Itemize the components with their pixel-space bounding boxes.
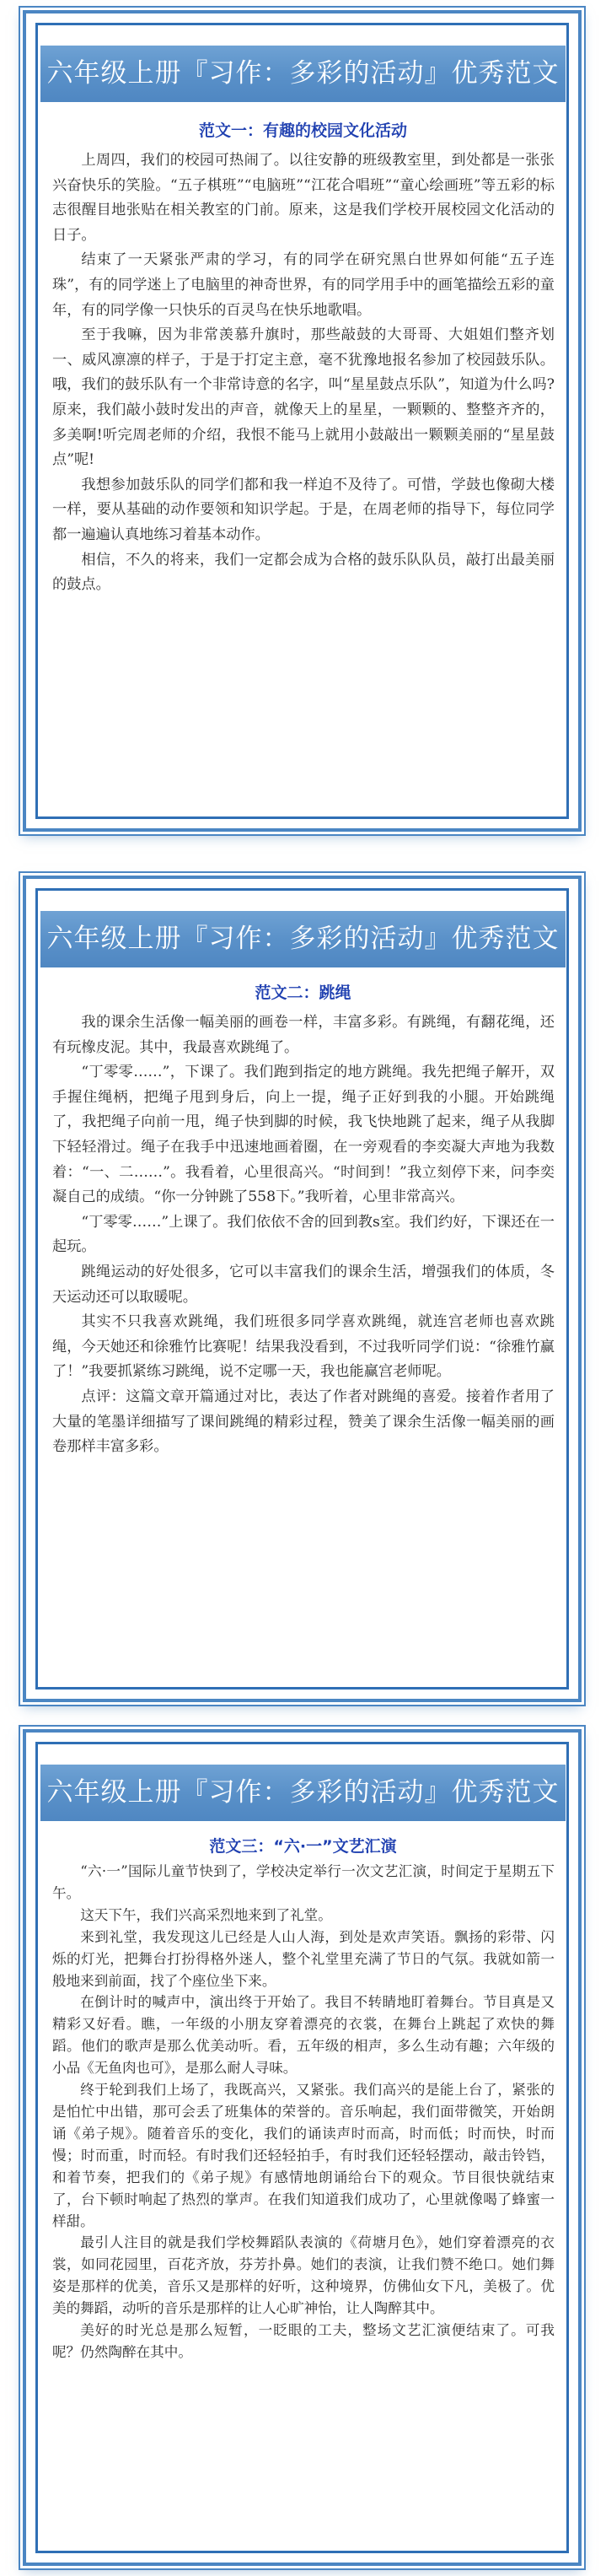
article-body-3 [52, 1861, 555, 2363]
article-banner-1: 六年级上册『习作：多彩的活动』优秀范文 [40, 46, 566, 102]
paragraph: 点评：这篇文章开篇通过对比，表达了作者对跳绳的喜爱。接着作者用了大量的笔墨详细描写了课间跳绳的精彩过程，赞美了课余生活像一幅美丽的画卷那样丰富多彩。 [52, 1388, 555, 1456]
paragraph: 我的课余生活像一幅美丽的画卷一样，丰富多彩。有跳绳，有翻花绳，还有玩橡皮泥。其中，我最喜欢跳绳了。 [52, 1014, 555, 1056]
paragraph: 来到礼堂，我发现这儿已经是人山人海，到处是欢声笑语。飘扬的彩带、闪烁的灯光，把舞台打扮得格外迷人，整个礼堂里充满了节日的气氛。我就如箭一般地来到前面，找了个座位坐下来。 [52, 1928, 555, 1989]
article-banner-3: 六年级上册『习作：多彩的活动』优秀范文 [40, 1765, 566, 1821]
paragraph: 至于我嘛，因为非常羡慕升旗时，那些敲鼓的大哥哥、大姐姐们整齐划一、威风凛凛的样子，于是于打定主意，毫不犹豫地报名参加了校园鼓乐队。哦，我们的鼓乐队有一个非常诗意的名字，叫“星星鼓点乐队”，知道为什么吗?原来，我们敲小鼓时发出的声音，就像天上的星星，一颗颗的、整整齐齐的，多美啊!听完周老师的介绍，我恨不能马上就用小鼓敲出一颗颗美丽的“星星鼓点”呢! [52, 326, 555, 469]
article-subtitle-3: 范文三：“六·一”文艺汇演 [209, 1837, 397, 1856]
paragraph: 在倒计时的喊声中，演出终于开始了。我目不转睛地盯着舞台。节目真是又精彩又好看。瞧，一年级的小朋友穿着漂亮的衣裳，在舞台上跳起了欢快的舞蹈。他们的歌声是那么优美动听。看，五年级的相声，多么生动有趣；六年级的小品《无鱼肉也可》，是那么耐人寻味。 [52, 1994, 555, 2077]
paragraph: 我想参加鼓乐队的同学们都和我一样迫不及待了。可惜，学鼓也像砌大楼一样，要从基础的动作要领和知识学起。于是，在周老师的指导下，每位同学都一遍遍认真地练习着基本动作。 [52, 476, 555, 543]
paragraph: 跳绳运动的好处很多，它可以丰富我们的课余生活，增强我们的体质，冬天运动还可以取暖呢。 [52, 1263, 555, 1306]
article-body-1 [52, 148, 555, 598]
article-subtitle-1: 范文一：有趣的校园文化活动 [198, 121, 407, 140]
paragraph: 上周四，我们的校园可热闹了。以往安静的班级教室里，到处都是一张张兴奋快乐的笑脸。“五子棋班”“电脑班”“江花合唱班”“童心绘画班”等五彩的标志很醒目地张贴在相关教室的门前。原来，这是我们学校开展校园文化活动的日子。 [52, 152, 555, 244]
paragraph: 终于轮到我们上场了，我既高兴，又紧张。我们高兴的是能上台了，紧张的是怕忙中出错，那可会丢了班集体的荣誉的。音乐响起，我们面带微笑，开始朗诵《弟子规》。随着音乐的变化，我们的诵读声时而高，时而低；时而快，时而慢；时而重，时而轻。有时我们还轻轻拍手，有时我们还轻轻摆动，敲击铃铛，和着节奏，把我们的《弟子规》有感情地朗诵给台下的观众。节目很快就结束了，台下顿时响起了热烈的掌声。在我们知道我们成功了，心里就像喝了蜂蜜一样甜。 [52, 2082, 555, 2229]
article-subtitle-2: 范文二：跳绳 [255, 984, 351, 1002]
article-body-2 [52, 1010, 555, 1460]
paragraph: 其实不只我喜欢跳绳，我们班很多同学喜欢跳绳，就连宫老师也喜欢跳绳，今天她还和徐雅竹比赛呢！结果我没看到，不过我听同学们说：“徐雅竹赢了！”我要抓紧练习跳绳，说不定哪一天，我也能赢宫老师呢。 [52, 1313, 555, 1381]
article-banner-2: 六年级上册『习作：多彩的活动』优秀范文 [40, 911, 566, 967]
paragraph: 美好的时光总是那么短暂，一眨眼的工夫，整场文艺汇演便结束了。可我呢？仍然陶醉在其中。 [52, 2322, 555, 2360]
paragraph: “丁零零……”上课了。我们依依不舍的回到教s室。我们约好，下课还在一起玩。 [52, 1213, 555, 1256]
paragraph: “六·一”国际儿童节快到了，学校决定举行一次文艺汇演，时间定于星期五下午。 [52, 1863, 555, 1901]
paragraph: 结束了一天紧张严肃的学习，有的同学在研究黑白世界如何能“五子连珠”，有的同学迷上了电脑里的神奇世界，有的同学用手中的画笔描绘五彩的童年，有的同学像一只快乐的百灵鸟在快乐地歌唱。 [52, 251, 555, 319]
paragraph: 相信，不久的将来，我们一定都会成为合格的鼓乐队队员，敲打出最美丽的鼓点。 [52, 551, 555, 594]
paragraph: “丁零零……”，下课了。我们跑到指定的地方跳绳。我先把绳子解开，双手握住绳柄，把绳子甩到身后，向上一提，绳子正好到我的小腿。开始跳绳了，我把绳子向前一甩，绳子快到脚的时候，我飞快地跳了起来，绳子从我脚下轻轻滑过。绳子在我手中迅速地画着圈，在一旁观看的李奕凝大声地为我数着：“一、二……”。我看着，心里很高兴。“时间到！”我立刻停下来，问李奕凝自己的成绩。“你一分钟跳了558下。”我听着，心里非常高兴。 [52, 1064, 555, 1206]
paragraph: 最引人注目的就是我们学校舞蹈队表演的《荷塘月色》，她们穿着漂亮的衣裳，如同花园里，百花齐放，芬芳扑鼻。她们的表演，让我们赞不绝口。她们舞姿是那样的优美，音乐又是那样的好听，这种境界，仿佛仙女下凡，美极了。优美的舞蹈，动听的音乐是那样的让人心旷神怡，让人陶醉其中。 [52, 2234, 555, 2317]
paragraph: 这天下午，我们兴高采烈地来到了礼堂。 [80, 1906, 332, 1923]
